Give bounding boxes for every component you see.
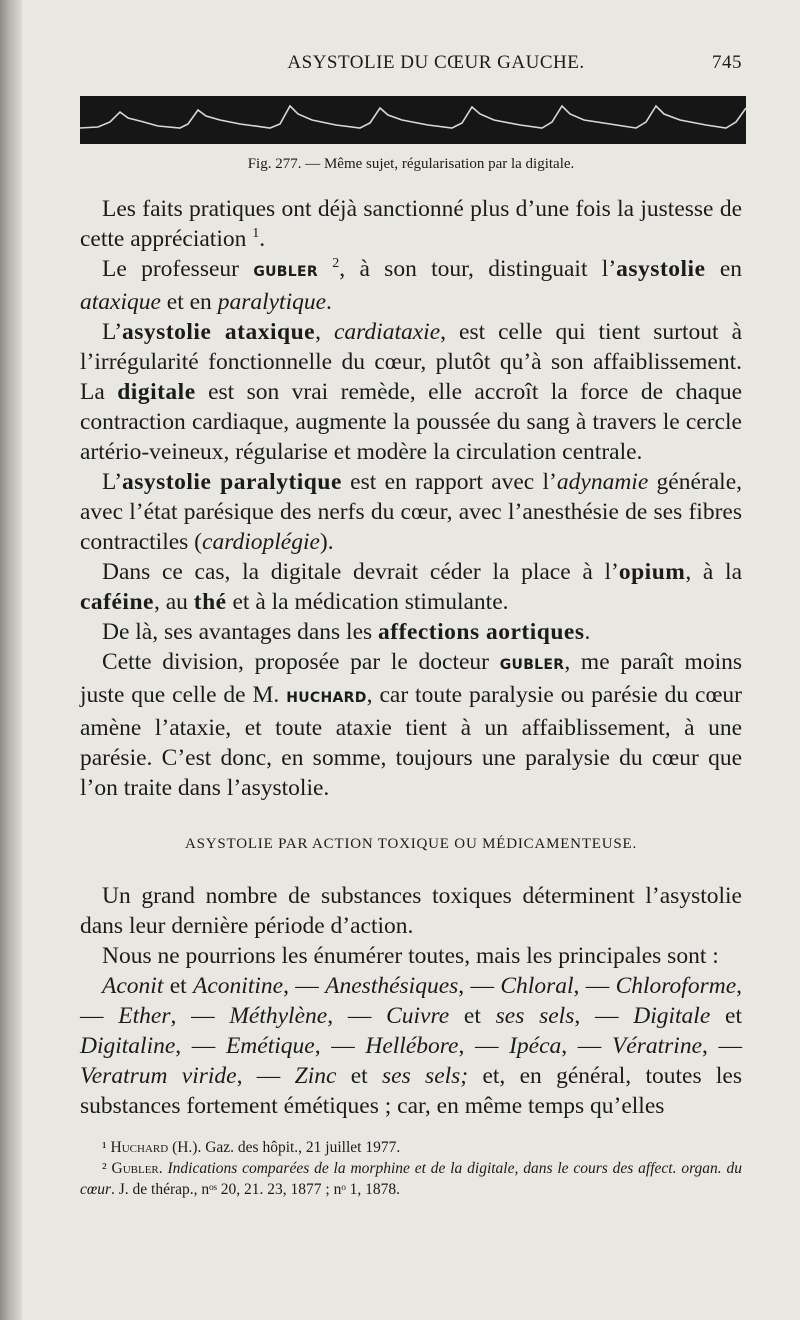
footnotes (80, 1137, 742, 1200)
figure-caption: Fig. 277. — Même sujet, régularisation par la digitale. (247, 156, 575, 172)
pulse-tracing (80, 96, 746, 144)
paragraph-6: De là, ses avantages dans les affections aortiques. (102, 619, 591, 645)
running-header (80, 48, 742, 78)
paragraph-10: Aconit et Aconitine, — Anesthésiques, — Chloral, — Chloroforme, — Ether, — Méthylène, — Cuivre et ses sels, — Digitale et Digitaline, — Emétique, — Hellébore, — Ipéca, — Vératrine, — Veratrum viride, — Zinc et ses sels; et, en général, toutes les substances fortement émétiques ; car, en même temps qu’elles (80, 973, 743, 1119)
paragraph-1: Les faits pratiques ont déjà sanctionné plus d’une fois la justesse de cette appréciation $^1$. (80, 196, 742, 252)
paragraph-5: Dans ce cas, la digitale devrait céder la place à l’opium, à la caféine, au thé et à la médication stimulante. (80, 559, 742, 615)
footnote-1: ¹ Huchard (H.). Gaz. des hôpit., 21 juillet 1977. (102, 1139, 401, 1156)
footnote-ref-2: 2 (332, 256, 340, 272)
page-number: 745 (712, 52, 742, 73)
pulse-tracing-figure (80, 96, 746, 144)
paragraph-4: L’asystolie paralytique est en rapport avec l’adynamie générale, avec l’état parésique des nerfs du cœur, avec l’anesthésie de ses fibres contractiles (cardioplégie). (80, 469, 743, 555)
book-binding-shadow (0, 0, 22, 1320)
author-gubler: GUBLER (253, 264, 318, 280)
footnote-2: ² Gubler. Indications comparées de la morphine et de la digitale, dans le cours des affect. organ. du cœur. J. de thérap., nᵒˢ 20, 21. 23, 1877 ; nᵒ 1, 1878. (80, 1160, 743, 1198)
pulse-trace-line (80, 106, 746, 128)
section-heading: ASYSTOLIE PAR ACTION TOXIQUE OU MÉDICAMENTEUSE. (184, 836, 638, 852)
paragraph-2: Le professeur GUBLER $^2$, à son tour, distinguait l’asystolie en ataxique et en paralytique. (80, 256, 743, 315)
paragraph-7: Cette division, proposée par le docteur GUBLER, me paraît moins juste que celle de M. HUCHARD, car toute paralysie ou parésie du cœur amène l’ataxie, et toute ataxie tient à un affaiblissement, à une parésie. C’est donc, en somme, toujours une paralysie du cœur que l’on traite dans l’asystolie. (80, 649, 743, 801)
paragraph-8: Un grand nombre de substances toxiques déterminent l’asystolie dans leur dernière période d’action. (80, 883, 742, 939)
paragraph-9: Nous ne pourrions les énumérer toutes, mais les principales sont : (102, 943, 719, 969)
paragraph-3: L’asystolie ataxique, cardiataxie, est celle qui tient surtout à l’irrégularité fonctionnelle du cœur, plutôt qu’à son affaiblissement. La digitale est son vrai remède, elle accroît la force de chaque contraction cardiaque, augmente la poussée du sang à travers le cercle artério-veineux, régularise et modère la circulation centrale. (80, 319, 743, 465)
footnote-ref-1: 1 (252, 226, 260, 242)
book-page (80, 48, 742, 1200)
running-title: ASYSTOLIE DU CŒUR GAUCHE. (287, 52, 585, 73)
